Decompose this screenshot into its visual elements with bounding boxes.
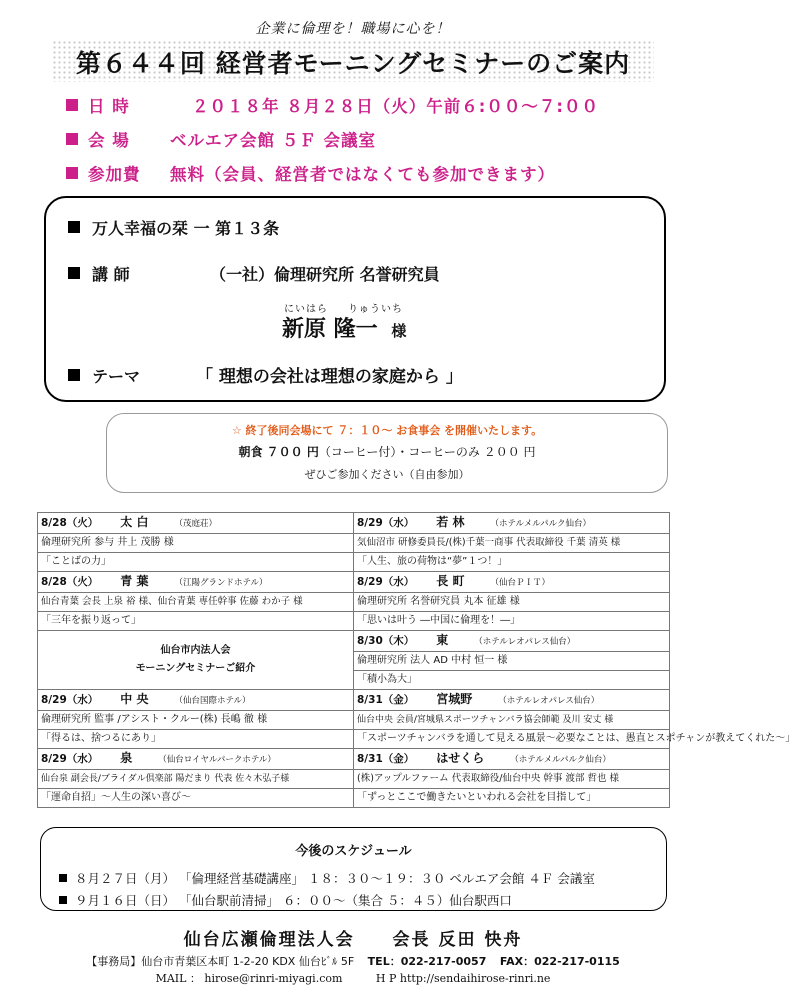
seminar-header: 8/29（水） 若 林 （ホテルメルパルク仙台）	[354, 513, 670, 534]
info-value: ベルエア会館 ５Ｆ 会議室	[170, 131, 376, 150]
seminar-table	[37, 512, 795, 808]
schedule-item-text: ９月１６日（日） 「仙台駅前清掃」 ６：００～（集合 ５：４５）仙台駅西口	[75, 893, 512, 908]
table-row	[38, 711, 670, 730]
seminar-theme: 「スポーツチャンバラを通して見える風景～必要なことは、愚直とスポチャンが教えてくれた～」	[354, 730, 670, 749]
seminar-speaker: 倫理研究所 法人 AD 中村 恒一 様	[354, 652, 670, 671]
table-row	[38, 770, 670, 789]
table-row	[38, 572, 670, 593]
seminar-header: 8/29（水） 中 央 （仙台国際ホテル）	[38, 690, 354, 711]
intro-cell	[38, 631, 354, 690]
bullet-square-icon	[66, 167, 78, 179]
seminar-speaker: 仙台泉 副会長/ブライダル倶楽部 陽だまり 代表 佐々木弘子様	[38, 770, 354, 789]
info-label: 参加費	[88, 165, 141, 184]
schedule-item-text: ８月２７日（月） 「倫理経営基礎講座」 １８：３０～１９：３０ ベルエア会館 ４Ｆ 会議室	[75, 871, 595, 886]
table-row	[38, 690, 670, 711]
fax-number: FAX：022-217-0115	[499, 955, 620, 968]
meal-price-detail: （コーヒー付）・コーヒーのみ ２００ 円	[318, 445, 536, 459]
table-row	[38, 553, 670, 572]
bullet-square-icon	[59, 874, 67, 882]
table-row	[38, 730, 670, 749]
seminar-theme: 「人生、旅の荷物は“夢”１つ！」	[354, 553, 670, 572]
info-label: 日 時	[88, 97, 130, 116]
schedule-box	[40, 827, 667, 911]
intro-line2: モーニングセミナーご紹介	[135, 663, 256, 674]
seminar-speaker: 倫理研究所 監事 /アシスト・クルー(株) 長嶋 徹 様	[38, 711, 354, 730]
seminar-speaker: 仙台中央 会員/宮城県スポーツチャンバラ協会師範 及川 安丈 様	[354, 711, 670, 730]
schedule-item	[59, 891, 666, 909]
office-address	[0, 953, 706, 969]
seminar-header: 8/30（木） 東 （ホテルレオパレス仙台）	[354, 631, 670, 652]
mail-link[interactable]: hirose@rinri-miyagi.com	[204, 972, 343, 985]
table-row	[38, 612, 670, 631]
schedule-item	[59, 869, 666, 887]
lecturer-row	[68, 262, 440, 285]
tagline: 企業に倫理を！職場に心を！	[255, 21, 451, 37]
lecturer-name-row	[282, 312, 406, 343]
bullet-square-icon	[68, 369, 80, 381]
seminar-theme: 「ずっとここで働きたいといわれる会社を目指して」	[354, 789, 670, 808]
seminar-header: 8/28（火） 青 葉 （江陽グランドホテル）	[38, 572, 354, 593]
page-title: 第６４４回 経営者モーニングセミナーのご案内	[75, 49, 631, 78]
seminar-theme: 「得るは、捨つるにあり」	[38, 730, 354, 749]
seminar-speaker: 倫理研究所 参与 井上 茂勝 様	[38, 534, 354, 553]
organization-name	[0, 925, 706, 950]
table-row	[38, 534, 670, 553]
org-chair: 会長 反田 快舟	[392, 930, 523, 950]
hp-label: H P	[375, 972, 397, 985]
tel-number: TEL：022-217-0057	[367, 955, 487, 968]
theme-row	[68, 362, 463, 387]
seminar-speaker: 気仙沼市 研修委員長/(株)千葉一商事 代表取締役 千葉 清英 様	[354, 534, 670, 553]
lecture-box	[44, 196, 666, 402]
seminar-speaker: (株)アップルファーム 代表取締役/仙台中央 幹事 渡部 哲也 様	[354, 770, 670, 789]
table-row	[38, 789, 670, 808]
seminar-header: 8/31（金） 宮城野 （ホテルレオパレス仙台）	[354, 690, 670, 711]
meal-line2	[107, 443, 667, 460]
meal-line3: ぜひご参加ください（自由参加）	[304, 468, 470, 481]
theme-text: 「 理想の会社は理想の家庭から 」	[196, 367, 463, 387]
table-row	[38, 513, 670, 534]
lecturer-ruby-given: にいはら	[284, 304, 328, 315]
seminar-theme: 「思いは叶う ―中国に倫理を！―」	[354, 612, 670, 631]
theme-label: テーマ	[92, 367, 141, 386]
bullet-square-icon	[68, 221, 80, 233]
lecturer-ruby-family: りゅういち	[348, 304, 403, 315]
hp-link[interactable]: http://sendaihirose-rinri.ne	[399, 972, 551, 985]
lecturer-name: 新原 隆一	[282, 317, 378, 342]
intro-line1: 仙台市内法人会	[160, 645, 231, 656]
seminar-theme: 「積小為大」	[354, 671, 670, 690]
seminar-speaker: 倫理研究所 名誉研究員 丸本 征雄 様	[354, 593, 670, 612]
info-venue	[66, 127, 376, 151]
bullet-square-icon	[66, 99, 78, 111]
mail-label: MAIL ：	[155, 972, 201, 985]
lecturer-label: 講 師	[92, 265, 130, 284]
seminar-header: 8/28（火） 太 白 （茂庭荘）	[38, 513, 354, 534]
schedule-title: 今後のスケジュール	[295, 844, 412, 859]
seminar-theme: 「運命自招」～人生の深い喜び～	[38, 789, 354, 808]
table-row	[38, 593, 670, 612]
office-label: 【事務局】	[86, 955, 142, 968]
org-name: 仙台広瀬倫理法人会	[183, 930, 355, 950]
seminar-theme: 「ことばの力」	[38, 553, 354, 572]
seminar-theme: 「三年を振り返って」	[38, 612, 354, 631]
seminar-header: 8/29（水） 長 町 （仙台ＰＩＴ）	[354, 572, 670, 593]
info-datetime	[66, 93, 599, 117]
meal-box	[106, 413, 668, 493]
office-addr: 仙台市青葉区本町 1-2-20 KDX 仙台ﾋﾞﾙ 5F	[141, 955, 355, 968]
info-fee	[66, 161, 555, 185]
meal-line1: ☆ 終了後同会場にて ７：１０～ お食事会 を開催いたします。	[231, 424, 543, 437]
article-text: 万人幸福の栞 一 第１３条	[92, 219, 280, 238]
table-row	[38, 749, 670, 770]
lecture-article	[68, 216, 279, 239]
info-label: 会 場	[88, 131, 130, 150]
contact-line	[0, 970, 706, 986]
info-value: 無料（会員、経営者ではなくても参加できます）	[170, 165, 555, 184]
bullet-square-icon	[68, 267, 80, 279]
info-value: ２０１８年 ８月２８日（火）午前６:００～７:００	[192, 97, 599, 116]
meal-price: 朝食 ７００ 円	[238, 445, 319, 459]
seminar-header: 8/29（水） 泉 （仙台ロイヤルパークホテル）	[38, 749, 354, 770]
seminar-speaker: 仙台青葉 会長 上泉 裕 様、仙台青葉 専任幹事 佐藤 わか子 様	[38, 593, 354, 612]
honorific: 様	[391, 322, 407, 340]
bullet-square-icon	[59, 896, 67, 904]
table-row	[38, 631, 670, 652]
lecturer-org: （一社）倫理研究所 名誉研究員	[210, 265, 440, 284]
seminar-header: 8/31（金） はせくら （ホテルメルパルク仙台）	[354, 749, 670, 770]
bullet-square-icon	[66, 133, 78, 145]
